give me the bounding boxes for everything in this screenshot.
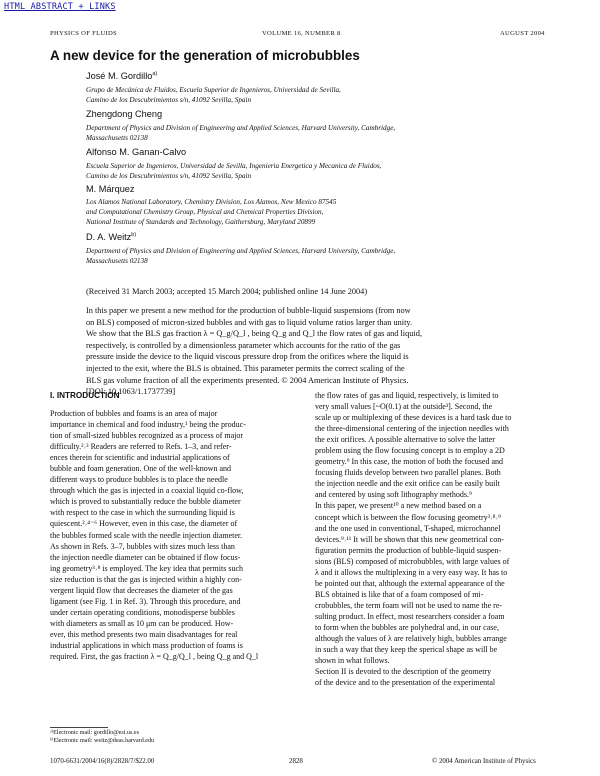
footer-copyright: © 2004 American Institute of Physics [432, 758, 536, 765]
author-affiliation: Department of Physics and Division of Engineering and Applied Sciences, Harvard University, Cambridge, Massachusetts 02138 [86, 124, 396, 142]
author-affiliation: Department of Physics and Division of Engineering and Applied Sciences, Harvard University, Cambridge, Massachusetts 02138 [86, 247, 396, 265]
author-affiliation: Grupo de Mecánica de Fluidos, Escuela Superior de Ingenieros, Universidad de Sevilla, Camino de los Descubrimientos s/n, 41092 Sevilla, Spain [86, 86, 341, 104]
received-dates: (Received 31 March 2003; accepted 15 March 2004; published online 14 June 2004) [86, 287, 368, 296]
footer-issn: 1070-6631/2004/16(8)/2828/7/$22.00 [50, 758, 155, 765]
journal-name: PHYSICS OF FLUIDS [50, 30, 118, 37]
author-name: M. Márquez [86, 184, 135, 194]
author-name: Zhengdong Cheng [86, 109, 163, 119]
issue-date: AUGUST 2004 [500, 30, 545, 37]
volume-number: VOLUME 16, NUMBER 8 [262, 30, 341, 37]
right-column: the flow rates of gas and liquid, respectively, is limited to very small values [~O(0.1) at the outside³]. Second, the scale up or multiplexing of these devices is a hard task due to the three-dimensional centering of the injection needles with the exit orifices. A possible alternative to solve the latter problem using the flow focusing concept is to employ a 2D geometry.⁹ In this case, the motion of both the focused and focusing fluids develop between two parallel planes. Both the injection needle and the exit orifice can be easily built and centered by using soft lithography methods.⁹ In this paper, we present¹⁰ a new method based on a concept which is between the flow focusing geometry³˒⁸˒⁹ and the one used in conventional, T-shaped, microchannel devices.⁹˒¹¹ It will be shown that this new geometrical con- figuration permits the production of bubble-liquid suspen- sions (BLS) composed of microbubbles, with large values of λ and it allows the multiplexing in a very easy way. It has to be pointed out that, although the external appearance of the BLS obtained is like that of a foam composed of mi- crobubbles, the term foam will not be used to name the re- sulting product. In effect, most researchers consider a foam to form when the bubbles are polyhedral and, in our case, although the values of λ are relatively high, bubbles arrange in such a way that they keep the sperical shape as will be shown in what follows. Section II is devoted to the description of the geometry of the device and to the presentation of the experimental [315, 391, 512, 688]
abstract: In this paper we present a new method for the production of bubble-liquid suspensions (from now on BLS) composed of micron-sized bubbles and with gas to liquid volume ratios larger than unity. We show that the BLS gas fraction λ = Q_g/Q_l , being Q_g and Q_l the flow rates of gas and liquid, respectively, is controlled by a dimensionless parameter which accounts for the ratio of the gas pressure inside the device to the liquid viscous pressure drop from the orifices where the liquid is injected to the exit, where the BLS is obtained. This parameter permits the correct scaling of the BLS gas volume fraction of all the experiments presented. © 2004 American Institute of Physics. [DOI: 10.1063/1.1737739] [86, 306, 422, 397]
author-affiliation: Escuela Superior de Ingenieros, Universidad de Sevilla, Ingenieria Energetica y Mecanica de Fluidos, Camino de los Descubrimientos s/n, 41092 Sevilla, Spain [86, 162, 382, 180]
author-name: Alfonso M. Ganan-Calvo [86, 147, 187, 157]
page-number: 2828 [289, 758, 303, 765]
author-name: José M. Gordillo$^{a)}$ [86, 71, 158, 82]
paper-title: A new device for the generation of microbubbles [50, 48, 360, 63]
author-name: D. A. Weitz$^{b)}$ [86, 232, 137, 243]
footnote-rule [50, 727, 108, 728]
author-affiliation: Los Alamos National Laboratory, Chemistry Division, Los Alamos, New Mexico 87545 and Computational Chemistry Group, Physical and Chemical Properties Division, National Institute of Standards and Technology, Gaithersburg, Maryland 20899 [86, 198, 337, 226]
footnotes: ᵃ⁾Electronic mail: gordillo@esi.us.es ᵇ⁾Electronic mail: weitz@deas.harvard.edu [50, 730, 155, 744]
left-column: Production of bubbles and foams is an area of major importance in chemical and food industry,¹ being the produc- tion of small-sized bubbles recognized as a process of major difficulty.²˒³ Readers are referred to Refs. 1–3, and refer- ences therein for scientific and industrial applications of bubble and foam generation. One of the well-known and different ways to produce bubbles is to place the needle through which the gas is injected in a coaxial liquid co-flow, which is proved to substantially reduce the bubble diameter with respect to the case in which the surrounding liquid is quiescent.²˒⁴⁻⁶ However, even in this case, the diameter of the bubbles formed scale with the needle injection diameter. As shown in Refs. 3–7, bubbles with sizes much less than the injection needle diameter can be obtained if flow focus- ing geometry³˒⁸ is employed. The key idea that permits such size reduction is that the gas is injected within a highly con- vergent liquid flow that decreases the diameter of the gas ligament (see Fig. 1 in Ref. 3). Through this procedure, and under certain operating conditions, monodisperse bubbles with diameters as small as 10 μm can be produced. How- ever, this method presents two main disadvantages for real industrial applications in which mass production of foams is required. First, the gas fraction λ = Q_g/Q_l , being Q_g and Q_l [50, 409, 259, 662]
html-abstract-links[interactable]: HTML ABSTRACT + LINKS [4, 2, 116, 12]
section-heading: I. INTRODUCTION [50, 391, 120, 400]
